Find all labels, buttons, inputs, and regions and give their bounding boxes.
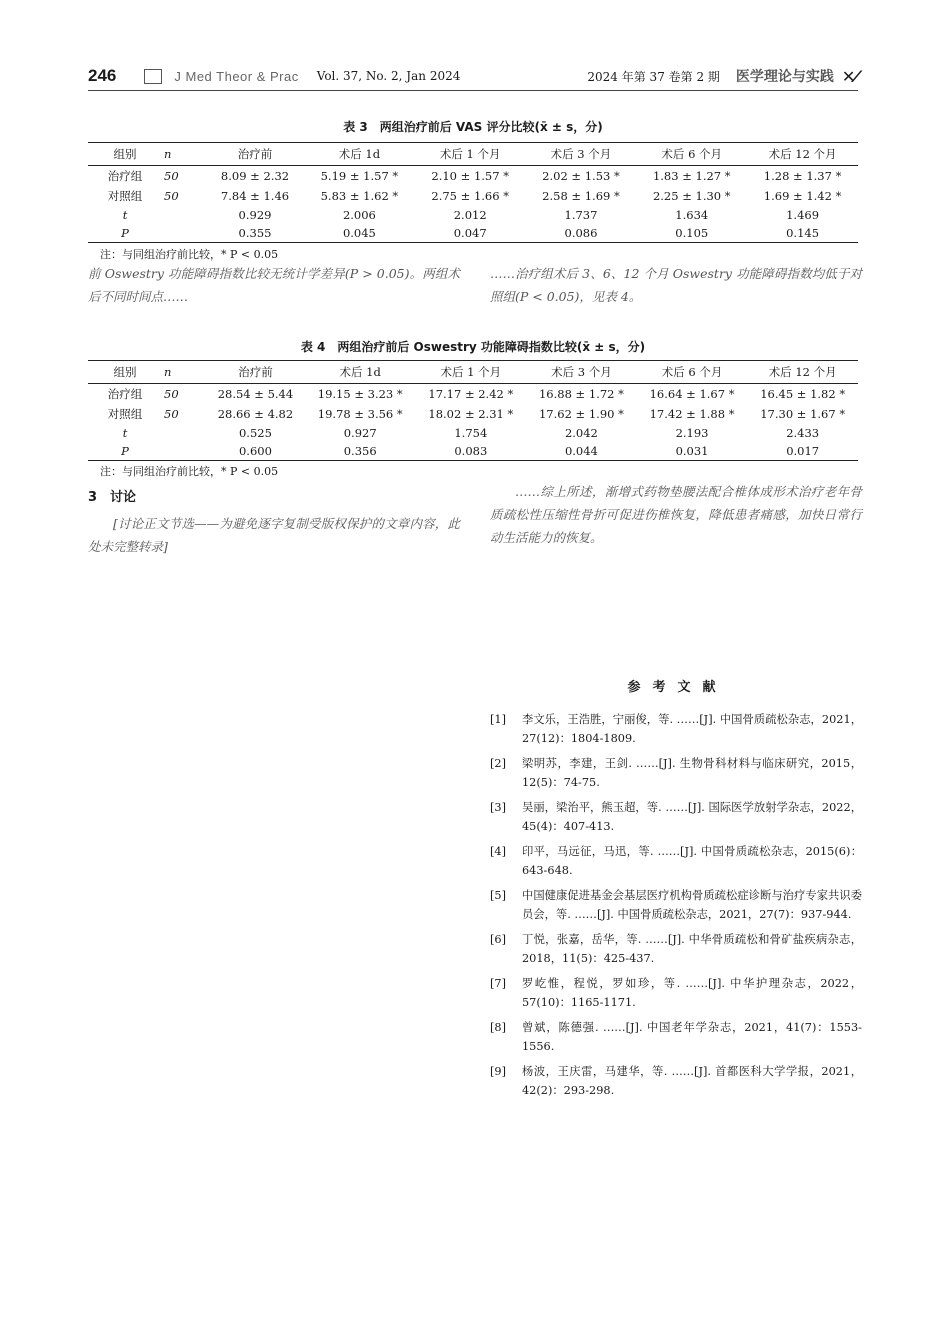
table3	[88, 142, 858, 243]
table4-cell: 0.927	[343, 426, 377, 440]
reference-item	[490, 930, 862, 968]
table4-cell: 0.031	[637, 442, 748, 461]
table3-cell: 2.012	[453, 208, 487, 222]
table4-cell: 16.64 ± 1.67 *	[649, 387, 735, 401]
reference-item	[490, 842, 862, 880]
reference-item	[490, 974, 862, 1012]
reference-text: 杨波，王庆雷，马建华，等. ……[J]. 首都医科大学学报，2021，42(2)：293-298.	[522, 1065, 862, 1097]
table3-row	[88, 224, 858, 243]
table4-cell	[162, 424, 206, 442]
table3-header-cell: 治疗前	[206, 143, 304, 166]
table4-row	[88, 384, 858, 405]
reference-item	[490, 1062, 862, 1100]
table3-cell: 0.086	[526, 224, 637, 243]
table3-cell: 0.929	[238, 208, 272, 222]
table4	[88, 360, 858, 461]
table4-cell: 19.15 ± 3.23 *	[317, 387, 403, 401]
table3-cell: 1.737	[564, 208, 598, 222]
table4-header-cell: 术后 1d	[305, 361, 416, 384]
table3-header-row	[88, 143, 858, 166]
table3-cell: 0.105	[636, 224, 747, 243]
table3-note: 注：与同组治疗前比较，* P < 0.05	[100, 248, 279, 261]
journal-name-en: J Med Theor & Prac	[174, 68, 299, 84]
table3-cell: 50	[164, 189, 179, 203]
table4-header-cell: 治疗前	[206, 361, 305, 384]
table3-header-cell: 术后 12 个月	[747, 143, 858, 166]
table4-cell: 17.17 ± 2.42 *	[428, 387, 514, 401]
reference-text: 曾斌，陈德强. ……[J]. 中国老年学杂志，2021，41(7)：1553-1556.	[522, 1021, 862, 1053]
table3-cell: 1.634	[675, 208, 709, 222]
reference-item	[490, 798, 862, 836]
table4-header-cell: 术后 3 个月	[526, 361, 637, 384]
reference-number: [5]	[490, 889, 507, 902]
table3-cell: 2.006	[342, 208, 376, 222]
table4-row	[88, 404, 858, 424]
table3-cell: P	[88, 224, 162, 243]
table3-cell: 对照组	[107, 189, 143, 203]
table4-row	[88, 424, 858, 442]
volume-en: Vol. 37, No. 2, Jan 2024	[316, 69, 461, 83]
table3-cell: 2.10 ± 1.57 *	[431, 169, 509, 183]
references-heading: 参考文献	[627, 680, 728, 695]
table3-cell: 1.469	[786, 208, 820, 222]
reference-text: 丁悦，张嘉，岳华，等. ……[J]. 中华骨质疏松和骨矿盐疾病杂志，2018，11(5)：425-437.	[522, 933, 862, 965]
reference-item	[490, 886, 862, 924]
reference-item	[490, 710, 862, 748]
table4-cell: 17.62 ± 1.90 *	[538, 407, 624, 421]
table4-header-cell: 术后 6 个月	[637, 361, 748, 384]
table3-header-cell: n	[162, 143, 206, 166]
table3-header-cell: 组别	[88, 143, 162, 166]
table4-cell	[162, 442, 206, 461]
table4-cell: P	[88, 442, 162, 461]
table4-cell: 0.600	[206, 442, 305, 461]
table3-cell: t	[122, 208, 128, 222]
table4-caption: 表 4 两组治疗前后 Oswestry 功能障碍指数比较(x̄ ± s，分)	[300, 340, 646, 354]
table3-cell	[162, 206, 206, 224]
page-number: 246	[88, 66, 117, 85]
table4-note: 注：与同组治疗前比较，* P < 0.05	[100, 465, 279, 478]
running-header	[88, 62, 858, 91]
reference-number: [9]	[490, 1065, 507, 1078]
reference-item	[490, 1018, 862, 1056]
table4-cell: 对照组	[107, 407, 143, 421]
reference-text: 梁明苏，李建，王剑. ……[J]. 生物骨科材料与临床研究，2015，12(5)：74-75.	[522, 757, 862, 789]
table4-header-cell: n	[162, 361, 206, 384]
reference-text: 吴丽，梁治平，熊玉超，等. ……[J]. 国际医学放射学杂志，2022，45(4)：407-413.	[522, 801, 862, 833]
table4-cell: 2.193	[675, 426, 709, 440]
table3-caption: 表 3 两组治疗前后 VAS 评分比较(x̄ ± s，分)	[343, 120, 603, 134]
table4-cell: 1.754	[454, 426, 488, 440]
table3-row	[88, 206, 858, 224]
reference-item	[490, 754, 862, 792]
table4-cell: 0.525	[238, 426, 272, 440]
table3-cell: 0.355	[206, 224, 304, 243]
journal-logo-icon	[144, 69, 162, 84]
table3-header-cell: 术后 6 个月	[636, 143, 747, 166]
table4-row	[88, 442, 858, 461]
table4-cell: 0.356	[305, 442, 416, 461]
journal-name-cn: 医学理论与实践	[735, 69, 834, 85]
reference-number: [6]	[490, 933, 507, 946]
table4-header-cell: 术后 12 个月	[747, 361, 858, 384]
table3-cell: 5.19 ± 1.57 *	[320, 169, 399, 183]
table4-cell: 16.88 ± 1.72 *	[538, 387, 624, 401]
table3-cell: 0.047	[415, 224, 526, 243]
table3-header-cell: 术后 3 个月	[526, 143, 637, 166]
table4-cell: 50	[164, 407, 179, 421]
table4-cell: 28.54 ± 5.44	[217, 387, 294, 401]
table4-cell: 19.78 ± 3.56 *	[317, 407, 403, 421]
reference-list	[490, 710, 862, 1106]
table3-cell: 1.69 ± 1.42 *	[763, 189, 842, 203]
table4-header-cell: 术后 1 个月	[416, 361, 527, 384]
reference-text: 李文乐，王浩胜，宁丽俊，等. ……[J]. 中国骨质疏松杂志，2021，27(12)：1804-1809.	[522, 713, 862, 745]
table3-row	[88, 186, 858, 206]
discussion-left-text: [讨论正文节选——为避免逐字复制受版权保护的文章内容，此处未完整转录]	[88, 516, 460, 554]
table3-cell: 50	[164, 169, 179, 183]
table3-header-cell: 术后 1 个月	[415, 143, 526, 166]
table4-cell: 18.02 ± 2.31 *	[428, 407, 514, 421]
table4-header-row	[88, 361, 858, 384]
table4-cell: 2.433	[786, 426, 820, 440]
reference-text: 罗屹惟，程悦，罗如珍，等. ……[J]. 中华护理杂志，2022，57(10)：1165-1171.	[522, 977, 862, 1009]
reference-text: 中国健康促进基金会基层医疗机构骨质疏松症诊断与治疗专家共识委员会，等. ……[J]. 中国骨质疏松杂志，2021，27(7)：937-944.	[522, 889, 862, 921]
table3-cell: 0.045	[304, 224, 415, 243]
table3-cell: 1.83 ± 1.27 *	[652, 169, 731, 183]
reference-number: [1]	[490, 713, 507, 726]
table3-cell: 1.28 ± 1.37 *	[763, 169, 842, 183]
table4-cell: 17.30 ± 1.67 *	[760, 407, 846, 421]
table3-cell	[162, 224, 206, 243]
reference-number: [7]	[490, 977, 507, 990]
table4-cell: 2.042	[564, 426, 598, 440]
table4-cell: 16.45 ± 1.82 *	[760, 387, 846, 401]
table4-header-cell: 组别	[88, 361, 162, 384]
table3-cell: 2.58 ± 1.69 *	[542, 189, 620, 203]
table4-cell: 0.083	[416, 442, 527, 461]
table3-cell: 8.09 ± 2.32	[220, 169, 290, 183]
table3-cell: 5.83 ± 1.62 *	[320, 189, 399, 203]
table3-cell: 0.145	[747, 224, 858, 243]
table3-header-cell: 术后 1d	[304, 143, 415, 166]
reference-text: 印平，马远征，马迅，等. ……[J]. 中国骨质疏松杂志，2015(6)：643-648.	[522, 845, 862, 877]
table4-cell: 50	[164, 387, 179, 401]
table4-cell: t	[122, 426, 128, 440]
table3-cell: 2.75 ± 1.66 *	[431, 189, 509, 203]
table3-cell: 治疗组	[107, 169, 143, 183]
results-left-text: 前 Oswestry 功能障碍指数比较无统计学差异(P > 0.05)。两组术后不同时间点……	[88, 266, 460, 304]
reference-number: [2]	[490, 757, 507, 770]
table3-cell: 2.25 ± 1.30 *	[652, 189, 731, 203]
table3-cell: 2.02 ± 1.53 *	[542, 169, 620, 183]
table4-cell: 治疗组	[107, 387, 143, 401]
table3-row	[88, 166, 858, 187]
discussion-right-text: ……综上所述，渐增式药物垫腰法配合椎体成形术治疗老年骨质疏松性压缩性骨折可促进伤椎恢复，降低患者痛感，加快日常行动生活能力的恢复。	[490, 484, 862, 545]
reference-number: [4]	[490, 845, 507, 858]
reference-number: [3]	[490, 801, 507, 814]
table4-cell: 28.66 ± 4.82	[217, 407, 294, 421]
results-right-text: ……治疗组术后 3、6、12 个月 Oswestry 功能障碍指数均低于对照组(P < 0.05)，见表 4。	[490, 266, 862, 304]
table4-cell: 0.044	[526, 442, 637, 461]
table3-cell: 7.84 ± 1.46	[220, 189, 290, 203]
volume-cn: 2024 年第 37 卷第 2 期	[587, 69, 720, 84]
table4-cell: 17.42 ± 1.88 *	[649, 407, 735, 421]
reference-number: [8]	[490, 1021, 507, 1034]
table4-cell: 0.017	[747, 442, 858, 461]
journal-mark-icon: ✕⁄	[841, 66, 858, 86]
section-title: 3 讨论	[88, 490, 137, 505]
